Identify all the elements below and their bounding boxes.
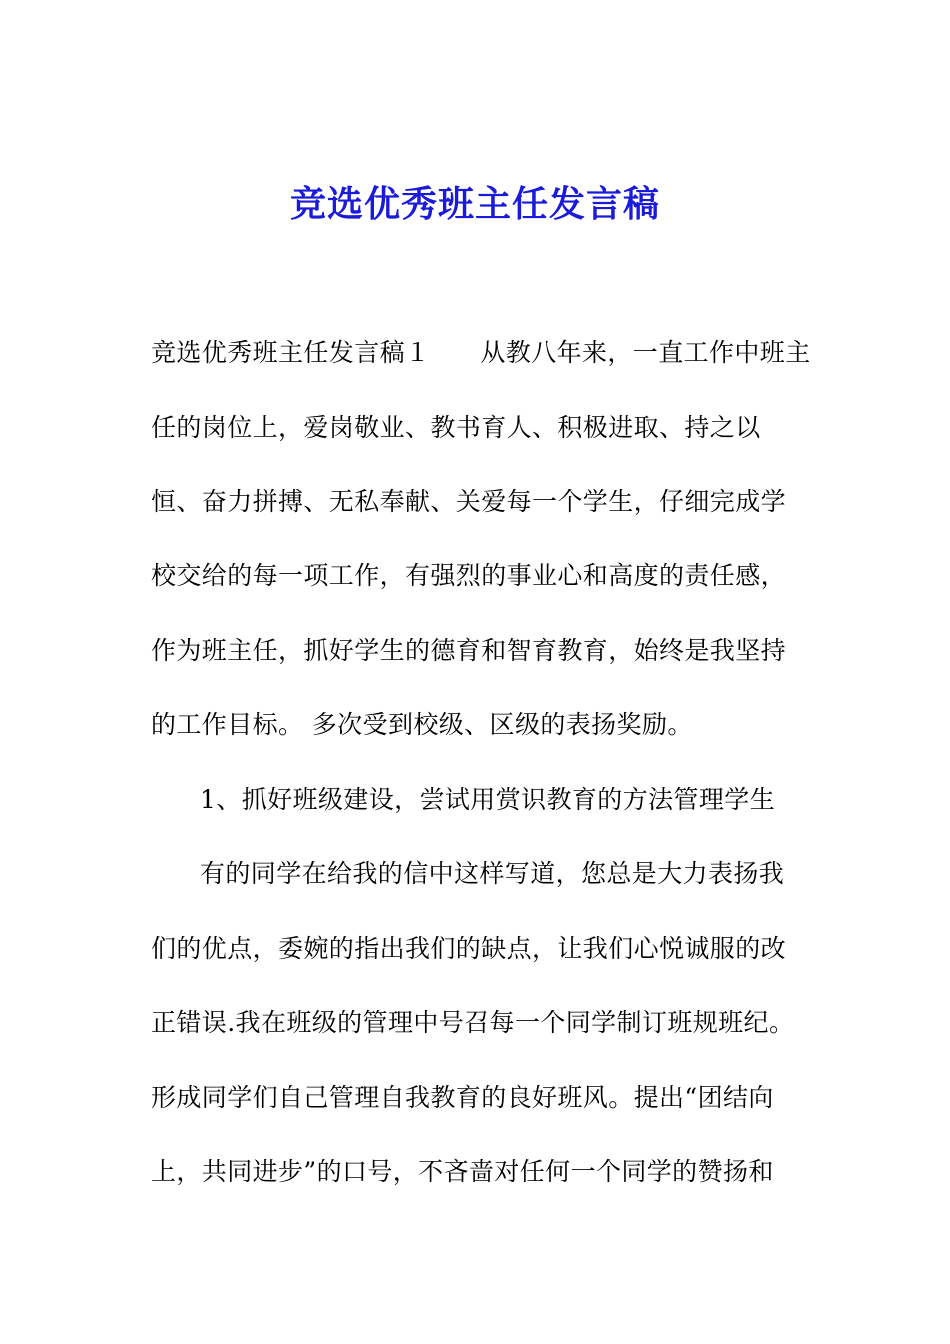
paragraph-line-3: 恒、奋力拼搏、无私奉献、关爱每一个学生，仔细完成学 <box>151 487 787 516</box>
paragraph-line-11: 形成同学们自己管理自我教育的良好班风。提出“团结向 <box>151 1083 774 1112</box>
paragraph-line-1 <box>151 333 811 373</box>
list-item-heading: 1、抓好班级建设，尝试用赏识教育的方法管理学生 <box>200 785 776 814</box>
paragraph-line-12: 上，共同进步”的口号，不吝啬对任何一个同学的赞扬和 <box>151 1157 774 1186</box>
paragraph-line-9: 们的优点，委婉的指出我们的缺点，让我们心悦诚服的改 <box>151 934 787 963</box>
paragraph-line-4: 校交给的每一项工作，有强烈的事业心和高度的责任感， <box>151 561 787 590</box>
paragraph-line-8: 有的同学在给我的信中这样写道，您总是大力表扬我 <box>200 859 785 888</box>
paragraph-line-6: 的工作目标。 多次受到校级、区级的表扬奖励。 <box>151 710 693 739</box>
paragraph-line-5: 作为班主任，抓好学生的德育和智育教育，始终是我坚持 <box>151 636 787 665</box>
paragraph-line-10: 正错误.我在班级的管理中号召每一个同学制订班规班纪。 <box>151 1008 795 1037</box>
line-text: 从教八年来，一直工作中班主 <box>480 338 811 367</box>
section-heading: 竞选优秀班主任发言稿１ <box>151 338 431 367</box>
paragraph-line-2: 任的岗位上，爱岗敬业、教书育人、积极进取、持之以 <box>151 413 761 442</box>
document-title: 竞选优秀班主任发言稿 <box>289 183 660 225</box>
